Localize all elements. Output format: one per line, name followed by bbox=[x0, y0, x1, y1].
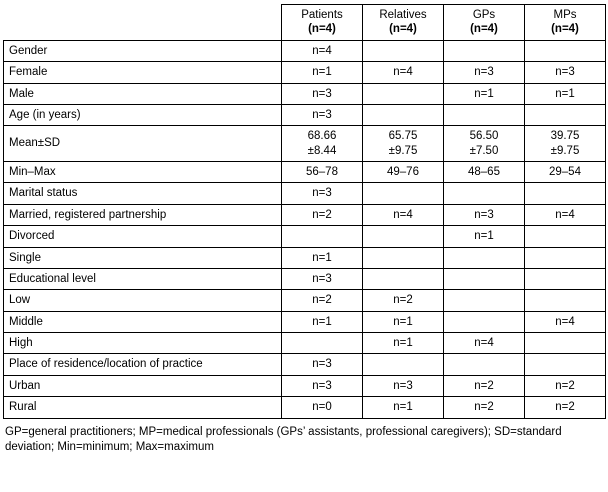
cell-value-sd: ±7.50 bbox=[469, 144, 499, 157]
row-label-line1: Mean bbox=[9, 137, 38, 150]
table-cell bbox=[282, 333, 363, 354]
table-cell bbox=[444, 311, 525, 332]
row-label: High bbox=[4, 333, 282, 354]
table-row bbox=[4, 40, 606, 61]
table-cell: n=1 bbox=[363, 333, 444, 354]
table-row bbox=[4, 62, 606, 83]
table-cell: n=4 bbox=[282, 40, 363, 61]
table-cell: n=3 bbox=[282, 183, 363, 204]
column-header-mps bbox=[525, 5, 606, 41]
table-cell bbox=[363, 126, 444, 162]
row-label: Rural bbox=[4, 397, 282, 418]
row-label: Middle bbox=[4, 311, 282, 332]
table-cell: 49–76 bbox=[363, 162, 444, 183]
table-row bbox=[4, 268, 606, 289]
table-cell bbox=[444, 290, 525, 311]
table-row bbox=[4, 354, 606, 375]
table-row bbox=[4, 162, 606, 183]
row-label: Urban bbox=[4, 375, 282, 396]
table-cell bbox=[525, 333, 606, 354]
column-header-mps-label: MPs bbox=[553, 9, 577, 21]
section-label: Place of residence/location of practice bbox=[4, 354, 282, 375]
table-row bbox=[4, 226, 606, 247]
table-header bbox=[4, 5, 606, 41]
table-row bbox=[4, 183, 606, 204]
section-label: Educational level bbox=[4, 268, 282, 289]
table-cell: n=0 bbox=[282, 397, 363, 418]
table-row bbox=[4, 104, 606, 125]
table-cell bbox=[525, 290, 606, 311]
table-row bbox=[4, 333, 606, 354]
table-row bbox=[4, 83, 606, 104]
table-cell bbox=[363, 247, 444, 268]
table-cell: n=4 bbox=[363, 204, 444, 225]
table-cell: n=3 bbox=[444, 62, 525, 83]
table-cell bbox=[444, 354, 525, 375]
row-label: Divorced bbox=[4, 226, 282, 247]
table-cell bbox=[363, 183, 444, 204]
section-label: Gender bbox=[4, 40, 282, 61]
row-label: Low bbox=[4, 290, 282, 311]
column-header-gps-label: GPs bbox=[472, 9, 496, 21]
row-label-line2: ±SD bbox=[37, 137, 61, 150]
table-cell: n=1 bbox=[363, 311, 444, 332]
table-cell bbox=[363, 83, 444, 104]
table-cell: 56–78 bbox=[282, 162, 363, 183]
table-cell: n=1 bbox=[282, 62, 363, 83]
section-label: Marital status bbox=[4, 183, 282, 204]
table-cell: 29–54 bbox=[525, 162, 606, 183]
cell-value-sd: ±9.75 bbox=[388, 144, 418, 157]
row-label: Single bbox=[4, 247, 282, 268]
table-cell: n=2 bbox=[363, 290, 444, 311]
table-cell: n=2 bbox=[282, 290, 363, 311]
table-cell: 48–65 bbox=[444, 162, 525, 183]
table-cell bbox=[525, 247, 606, 268]
table-cell: n=3 bbox=[525, 62, 606, 83]
table-cell: n=4 bbox=[525, 311, 606, 332]
table-cell: n=4 bbox=[363, 62, 444, 83]
column-header-relatives-count: (n=4) bbox=[389, 23, 417, 36]
row-label: Married, registered partnership bbox=[4, 204, 282, 225]
table-cell bbox=[363, 104, 444, 125]
table-row bbox=[4, 375, 606, 396]
table-cell bbox=[525, 354, 606, 375]
column-header-relatives bbox=[363, 5, 444, 41]
table-cell bbox=[525, 268, 606, 289]
table-cell: n=2 bbox=[525, 375, 606, 396]
table-cell: n=3 bbox=[282, 104, 363, 125]
demographics-table bbox=[3, 4, 606, 419]
table-cell: n=1 bbox=[363, 397, 444, 418]
table-cell bbox=[444, 40, 525, 61]
table-cell: n=3 bbox=[363, 375, 444, 396]
table-cell: n=1 bbox=[444, 226, 525, 247]
table-cell bbox=[525, 104, 606, 125]
table-cell bbox=[444, 247, 525, 268]
cell-value-mean: 56.50 bbox=[469, 130, 499, 143]
table-cell bbox=[444, 126, 525, 162]
table-cell: n=2 bbox=[444, 397, 525, 418]
table-cell: n=4 bbox=[444, 333, 525, 354]
row-label: Min–Max bbox=[4, 162, 282, 183]
table-cell: n=3 bbox=[282, 354, 363, 375]
table-cell: n=1 bbox=[444, 83, 525, 104]
table-corner-cell bbox=[4, 5, 282, 41]
table-row bbox=[4, 126, 606, 162]
column-header-gps bbox=[444, 5, 525, 41]
column-header-patients bbox=[282, 5, 363, 41]
table-header-row bbox=[4, 5, 606, 41]
table-cell bbox=[282, 226, 363, 247]
table-cell: n=3 bbox=[282, 375, 363, 396]
row-label bbox=[4, 126, 282, 162]
table-cell bbox=[444, 183, 525, 204]
table-cell bbox=[444, 104, 525, 125]
column-header-mps-count: (n=4) bbox=[551, 23, 579, 36]
table-cell bbox=[444, 268, 525, 289]
row-label: Male bbox=[4, 83, 282, 104]
column-header-relatives-label: Relatives bbox=[379, 9, 427, 21]
table-cell bbox=[363, 354, 444, 375]
table-cell: n=1 bbox=[282, 311, 363, 332]
cell-value-mean: 68.66 bbox=[307, 130, 337, 143]
table-cell bbox=[525, 126, 606, 162]
table-cell: n=3 bbox=[444, 204, 525, 225]
table-cell bbox=[525, 40, 606, 61]
table-cell bbox=[363, 40, 444, 61]
table-cell: n=3 bbox=[282, 83, 363, 104]
table-cell: n=2 bbox=[444, 375, 525, 396]
table-cell: n=1 bbox=[282, 247, 363, 268]
section-label: Age (in years) bbox=[4, 104, 282, 125]
table-cell: n=1 bbox=[525, 83, 606, 104]
cell-value-mean: 65.75 bbox=[388, 130, 418, 143]
cell-value-mean: 39.75 bbox=[550, 130, 580, 143]
column-header-gps-count: (n=4) bbox=[470, 23, 498, 36]
column-header-patients-label: Patients bbox=[301, 9, 343, 21]
table-row bbox=[4, 311, 606, 332]
table-row bbox=[4, 290, 606, 311]
cell-value-sd: ±8.44 bbox=[307, 144, 337, 157]
column-header-patients-count: (n=4) bbox=[308, 23, 336, 36]
table-cell: n=4 bbox=[525, 204, 606, 225]
table-cell bbox=[363, 226, 444, 247]
table-cell bbox=[282, 126, 363, 162]
table-footnote: GP=general practitioners; MP=medical professionals (GPs’ assistants, professional caregivers); SD=standard deviation; Min=minimum; Max=maximum bbox=[5, 425, 562, 454]
table-body bbox=[4, 40, 606, 418]
table-cell: n=2 bbox=[282, 204, 363, 225]
table-cell bbox=[363, 268, 444, 289]
table-cell bbox=[525, 183, 606, 204]
table-row bbox=[4, 204, 606, 225]
table-cell: n=2 bbox=[525, 397, 606, 418]
table-row bbox=[4, 397, 606, 418]
table-row bbox=[4, 247, 606, 268]
table-cell bbox=[525, 226, 606, 247]
cell-value-sd: ±9.75 bbox=[550, 144, 580, 157]
row-label: Female bbox=[4, 62, 282, 83]
table-cell: n=3 bbox=[282, 268, 363, 289]
